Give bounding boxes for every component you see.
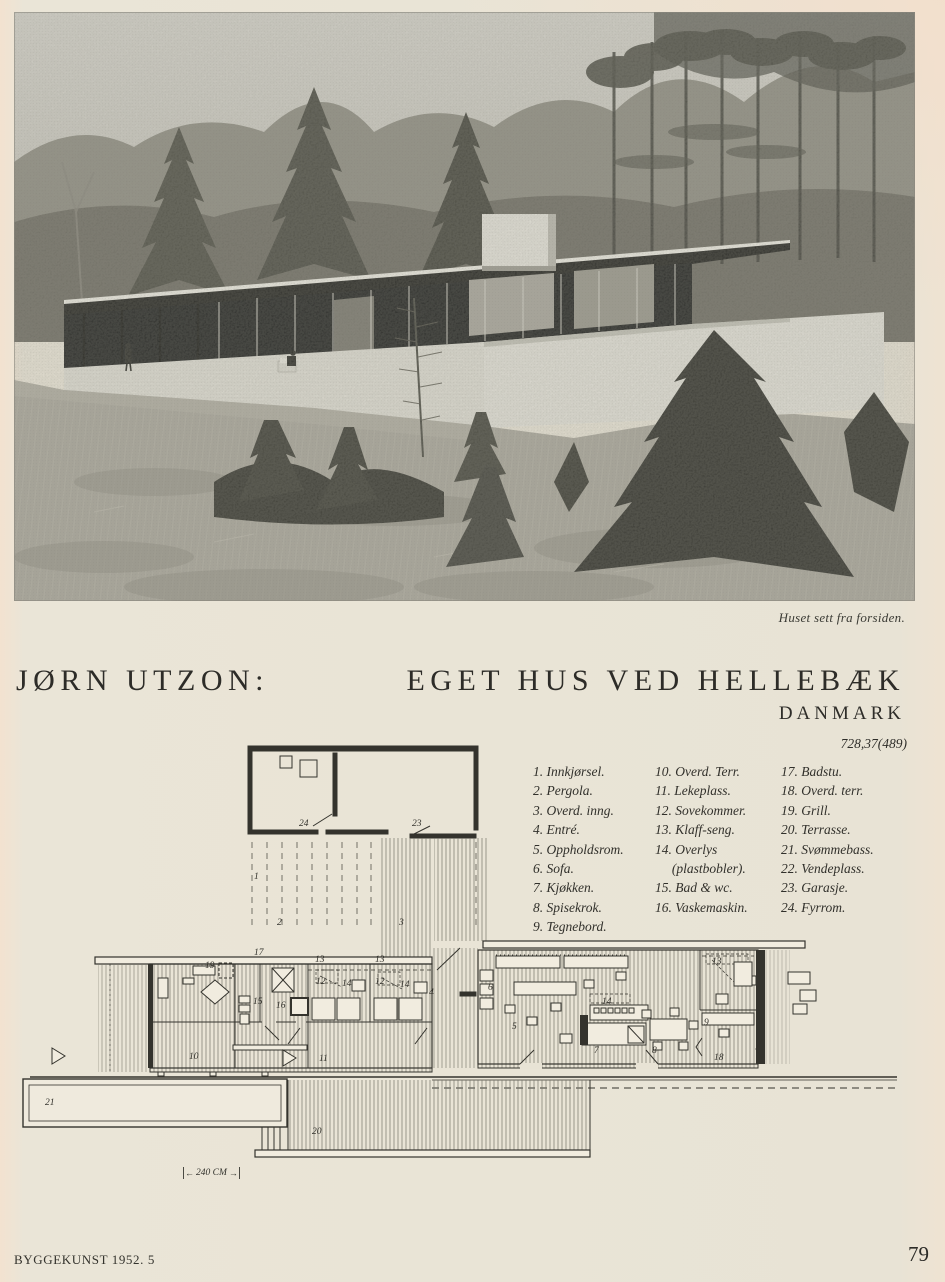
plan-label: 13 xyxy=(315,955,325,965)
plan-label: 15 xyxy=(253,997,263,1007)
plan-label: 12 xyxy=(375,977,385,987)
legend-item: 17. Badstu. xyxy=(781,764,843,779)
plan-label: 4 xyxy=(429,988,434,998)
plan-label: 3 xyxy=(399,918,404,928)
plan-label: 14 xyxy=(602,997,612,1007)
legend-item: 7. Kjøkken. xyxy=(533,880,595,896)
legend-item: 15. Bad & wc. xyxy=(655,880,733,896)
page-title xyxy=(16,664,905,698)
journal-footer: BYGGEKUNST 1952. 5 xyxy=(14,1252,155,1267)
plan-label: 12 xyxy=(316,977,326,987)
plan-label: 7 xyxy=(594,1046,599,1056)
plan-label: 14 xyxy=(342,979,352,989)
legend-item: 1. Innkjørsel. xyxy=(533,764,605,779)
country-label: DANMARK xyxy=(778,703,905,724)
legend-item: 21. Svømmebass. xyxy=(781,841,874,857)
plan-label: 16 xyxy=(276,1001,286,1011)
plan-label: 8 xyxy=(652,1046,657,1056)
legend-item: 10. Overd. Terr. xyxy=(655,764,740,779)
legend-item: 16. Vaskemaskin. xyxy=(655,899,748,915)
legend-item: (plastbobler). xyxy=(655,861,746,877)
floor-plan-drawing xyxy=(0,742,945,1192)
plan-label: 6 xyxy=(488,983,493,993)
title-text: EGET HUS VED HELLEBÆK xyxy=(406,664,905,697)
plan-label: 18 xyxy=(714,1053,724,1063)
legend-item: 12. Sovekommer. xyxy=(655,802,747,818)
legend-item: 19. Grill. xyxy=(781,802,831,818)
legend-item: 4. Entré. xyxy=(533,822,580,838)
plan-label: 23 xyxy=(412,819,422,829)
legend-item: 22. Vendeplass. xyxy=(781,861,865,877)
page-number: 79 xyxy=(908,1242,929,1266)
plan-label: 20 xyxy=(312,1127,322,1137)
legend-item: 23. Garasje. xyxy=(781,880,849,896)
legend-item: 5. Oppholdsrom. xyxy=(533,841,624,857)
plan-label: 21 xyxy=(45,1098,55,1108)
legend-item: 8. Spisekrok. xyxy=(533,899,602,915)
plan-label: 13 xyxy=(375,955,385,965)
house-photo-illustration xyxy=(14,12,915,601)
photo-caption: Huset sett fra forsiden. xyxy=(778,610,905,625)
legend-item: 3. Overd. inng. xyxy=(533,802,614,818)
plan-label: 9 xyxy=(704,1018,709,1028)
scale-marker xyxy=(183,1167,240,1179)
house-photo xyxy=(14,12,915,601)
plan-label: 14 xyxy=(400,980,410,990)
legend-item: 2. Pergola. xyxy=(533,783,593,799)
scale-label: ← 240 CM xyxy=(196,1168,227,1178)
legend-item: 24. Fyrrom. xyxy=(781,899,846,915)
title-author: JØRN UTZON: xyxy=(16,664,269,697)
plan-label: 10 xyxy=(189,1052,199,1062)
classification-number: 728,37(489) xyxy=(840,736,907,751)
legend-item: 14. Overlys xyxy=(655,841,718,857)
plan-label: 11 xyxy=(319,1054,328,1064)
plan-label: 13 xyxy=(712,957,722,967)
plan-label: 1 xyxy=(254,872,259,882)
legend-item: 6. Sofa. xyxy=(533,861,574,877)
legend-item: 18. Overd. terr. xyxy=(781,783,864,799)
plan-label: 2 xyxy=(277,918,282,928)
legend-item: 11. Lekeplass. xyxy=(655,783,731,799)
plan-label: 17 xyxy=(254,948,264,958)
legend-item: 20. Terrasse. xyxy=(781,822,851,838)
legend-item: 9. Tegnebord. xyxy=(533,919,607,935)
plan-label: 24 xyxy=(299,819,309,829)
plan-label: 19 xyxy=(205,961,215,971)
plan-label: 5 xyxy=(512,1022,517,1032)
legend-item: 13. Klaff-seng. xyxy=(655,822,735,838)
